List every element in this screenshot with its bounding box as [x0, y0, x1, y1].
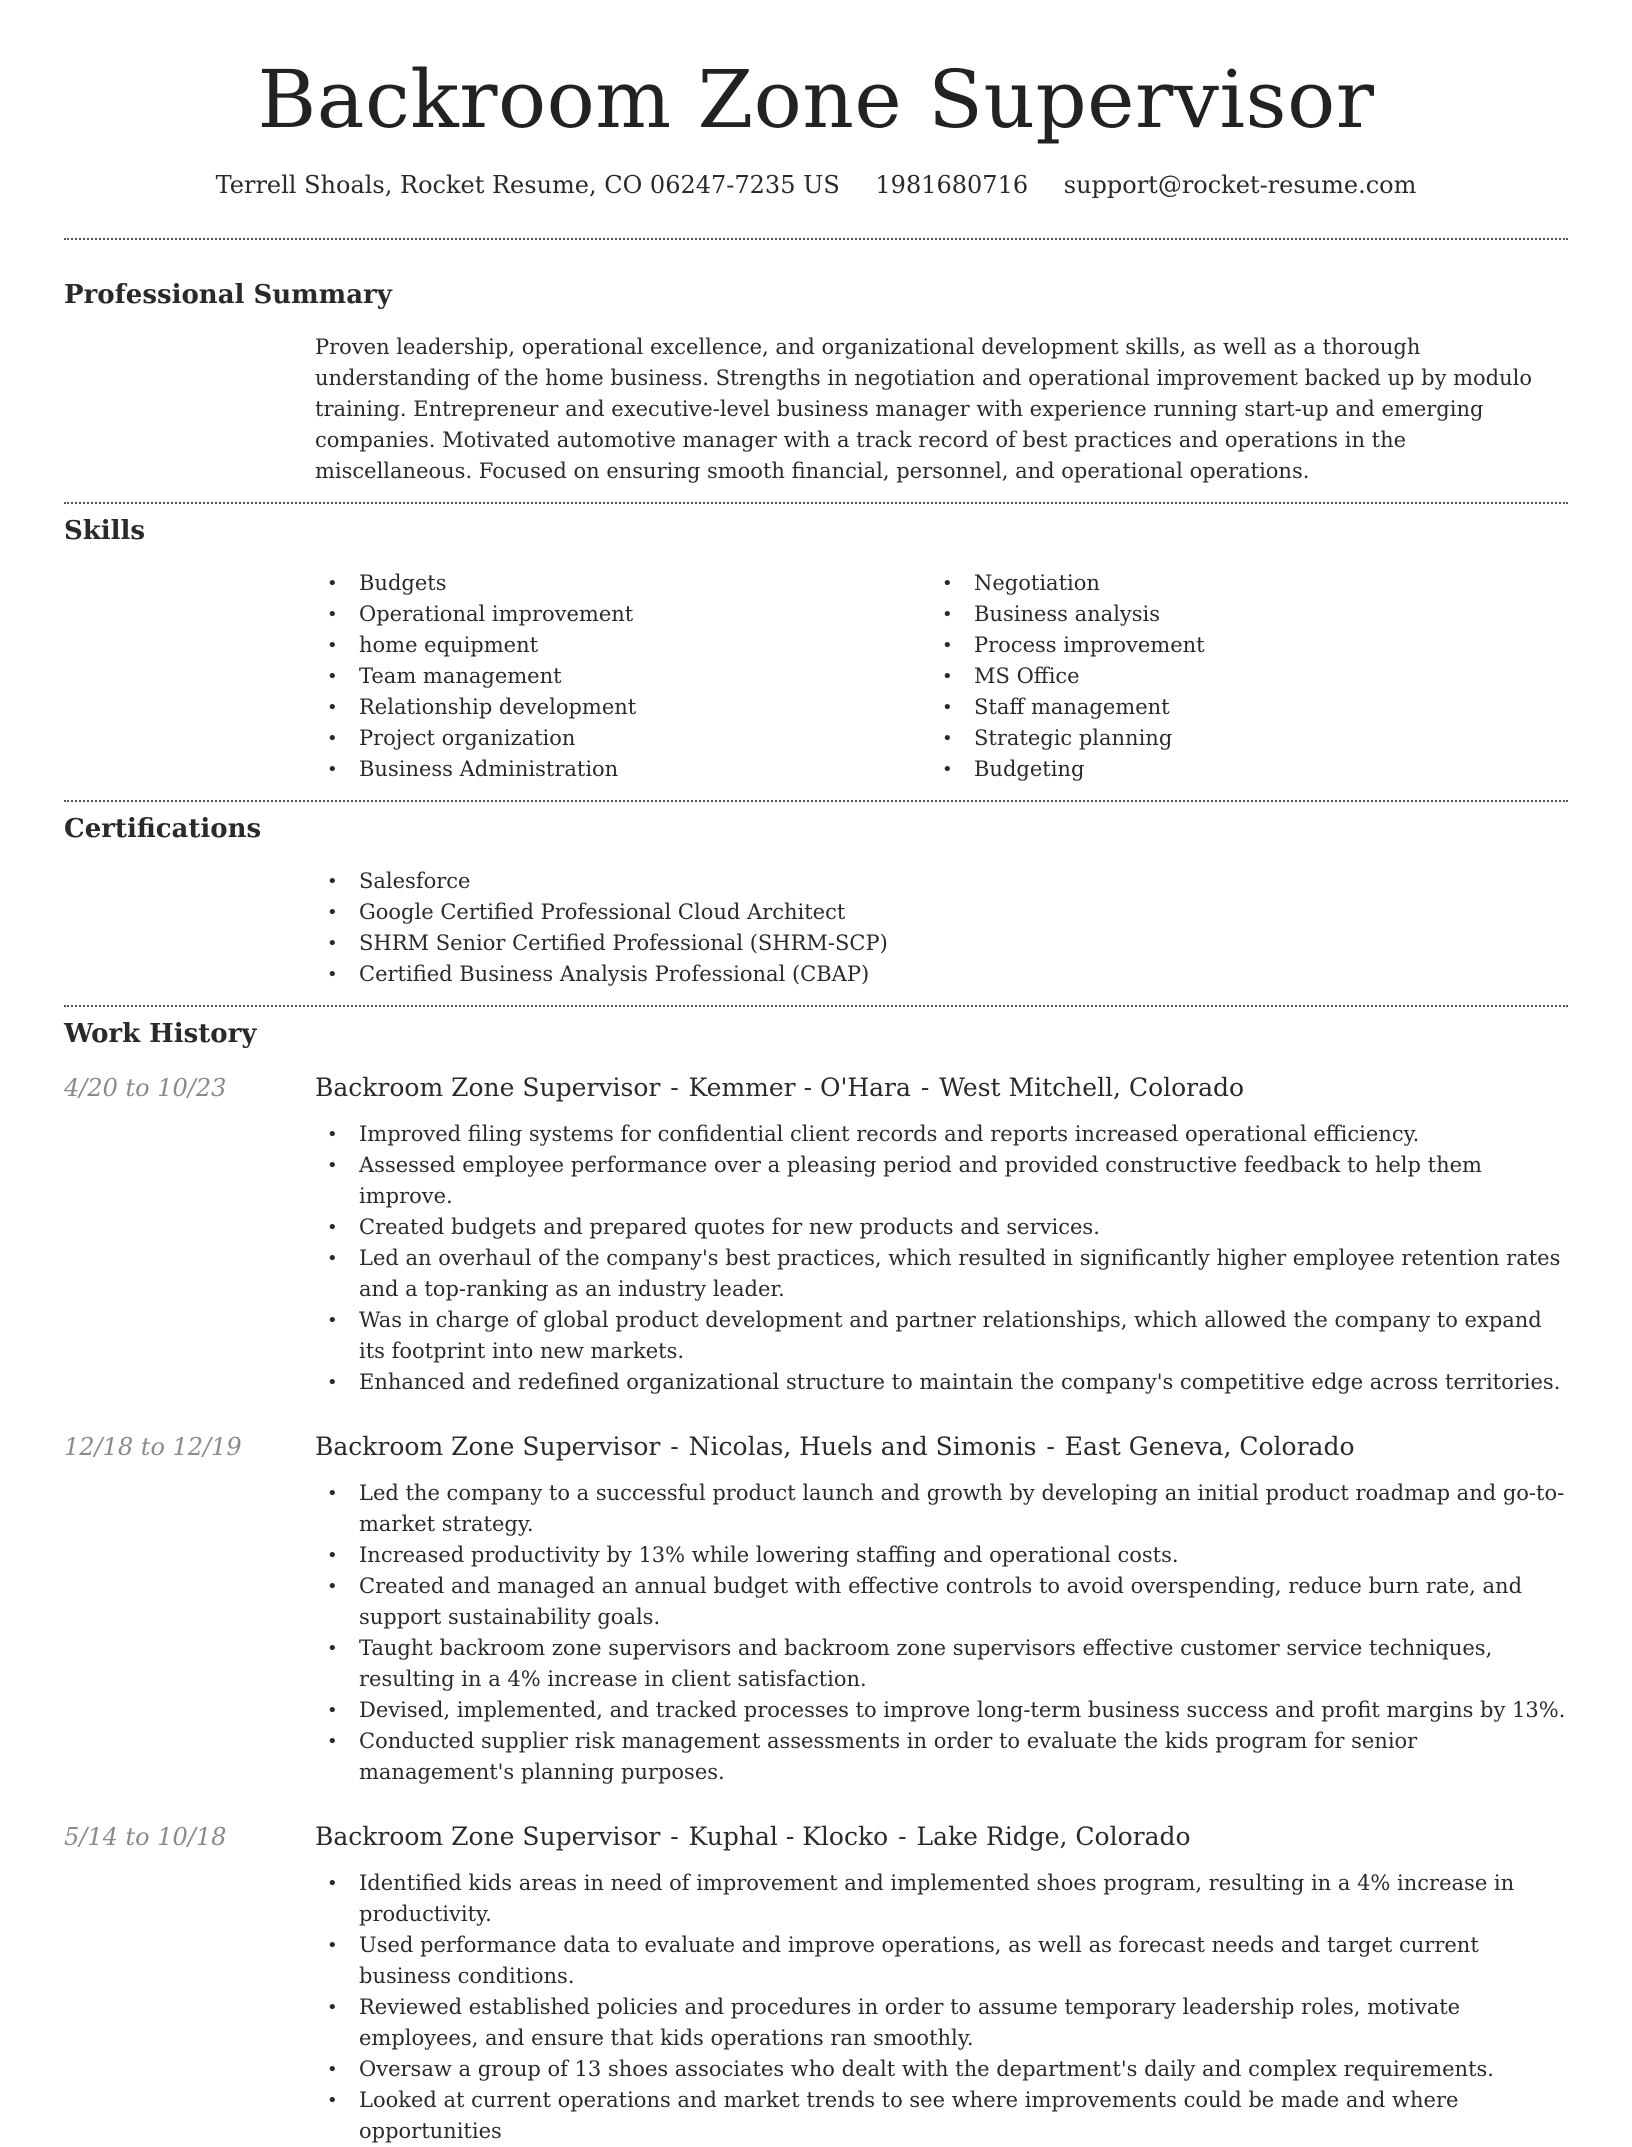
list-item: • Process improvement: [930, 630, 1545, 661]
list-item: • Relationship development: [315, 692, 930, 723]
job-role: Backroom Zone Supervisor: [315, 1073, 661, 1102]
summary-text: Proven leadership, operational excellence, and organizational development skills, as well as a thorough understanding of the home business. Strengths in negotiation and operational improvement backed up by modulo training. Entrepreneur and executive-level business manager with experience running start-up and emerging companies. Motivated automotive manager with a track record of best practices and operations in the miscellaneous. Focused on ensuring smooth financial, personnel, and operational operations.: [315, 335, 1532, 483]
list-item: • Budgets: [315, 568, 930, 599]
skills-column-right: [930, 568, 1545, 785]
list-item: • Salesforce: [315, 866, 1568, 897]
job-heading: [315, 1071, 1568, 1105]
list-item: • Devised, implemented, and tracked processes to improve long-term business success and profit margins by 13%.: [315, 1695, 1568, 1726]
list-item: • Google Certified Professional Cloud Architect: [315, 897, 1568, 928]
job-heading: [315, 1820, 1568, 1854]
list-item: • Business analysis: [930, 599, 1545, 630]
job-role: Backroom Zone Supervisor: [315, 1432, 661, 1461]
list-item: • Identified kids areas in need of improvement and implemented shoes program, resulting in a 4% increase in productivity.: [315, 1868, 1568, 1930]
certifications-list: [315, 866, 1568, 990]
job-bullets: [315, 1868, 1568, 2147]
list-item: • Enhanced and redefined organizational structure to maintain the company's competitive edge across territories.: [315, 1367, 1568, 1398]
list-item: • Used performance data to evaluate and improve operations, as well as forecast needs and target current business conditions.: [315, 1930, 1568, 1992]
list-item: • SHRM Senior Certified Professional (SHRM-SCP): [315, 928, 1568, 959]
separator: -: [1038, 1432, 1063, 1461]
job-body: [315, 1430, 1568, 1788]
job-body: [315, 1820, 1568, 2147]
job-dates: 5/14 to 10/18: [64, 1823, 227, 1851]
job-entry: [64, 1430, 1568, 1788]
divider: [64, 238, 1568, 240]
list-item: • Led the company to a successful product launch and growth by developing an initial product roadmap and go-to-market strategy.: [315, 1478, 1568, 1540]
list-item: • Created and managed an annual budget with effective controls to avoid overspending, reduce burn rate, and support sustainability goals.: [315, 1571, 1568, 1633]
list-item: • Increased productivity by 13% while lowering staffing and operational costs.: [315, 1540, 1568, 1571]
job-company: Kuphal - Klocko: [688, 1822, 889, 1851]
divider: [64, 1005, 1568, 1007]
job-bullets: [315, 1119, 1568, 1398]
list-item: • Looked at current operations and market trends to see where improvements could be made and where opportunities: [315, 2085, 1568, 2147]
job-entry: [64, 1820, 1568, 2147]
list-item: • Assessed employee performance over a pleasing period and provided constructive feedback to help them improve.: [315, 1150, 1568, 1212]
contact-phone: 1981680716: [875, 171, 1029, 199]
job-company: Kemmer - O'Hara: [688, 1073, 911, 1102]
divider: [64, 502, 1568, 504]
separator: -: [662, 1822, 687, 1851]
list-item: • Operational improvement: [315, 599, 930, 630]
list-item: • Budgeting: [930, 754, 1545, 785]
list-item: • Oversaw a group of 13 shoes associates who dealt with the department's daily and complex requirements.: [315, 2054, 1568, 2085]
divider: [64, 800, 1568, 802]
list-item: • Staff management: [930, 692, 1545, 723]
list-item: • Taught backroom zone supervisors and backroom zone supervisors effective customer service techniques, resulting in a 4% increase in client satisfaction.: [315, 1633, 1568, 1695]
contact-email: support@rocket-resume.com: [1063, 171, 1417, 199]
job-location: East Geneva, Colorado: [1064, 1432, 1355, 1461]
list-item: • home equipment: [315, 630, 930, 661]
section-title-certifications: Certifications: [64, 814, 262, 844]
separator: -: [662, 1432, 687, 1461]
separator: -: [662, 1073, 687, 1102]
job-dates: 4/20 to 10/23: [64, 1074, 227, 1102]
job-location: Lake Ridge, Colorado: [916, 1822, 1191, 1851]
candidate-name: Backroom Zone Supervisor: [257, 53, 1375, 146]
separator: -: [890, 1822, 915, 1851]
list-item: • Led an overhaul of the company's best practices, which resulted in significantly higher employee retention rates and a top-ranking as an industry leader.: [315, 1243, 1568, 1305]
contact-line: [64, 150, 1568, 220]
job-dates: 12/18 to 12/19: [64, 1433, 242, 1461]
section-title-skills: Skills: [64, 516, 146, 546]
list-item: • Business Administration: [315, 754, 930, 785]
list-item: • Was in charge of global product development and partner relationships, which allowed the company to expand its footprint into new markets.: [315, 1305, 1568, 1367]
job-location: West Mitchell, Colorado: [939, 1073, 1245, 1102]
list-item: • Created budgets and prepared quotes for new products and services.: [315, 1212, 1568, 1243]
list-item: • MS Office: [930, 661, 1545, 692]
list-item: • Conducted supplier risk management assessments in order to evaluate the kids program for senior management's planning purposes.: [315, 1726, 1568, 1788]
list-item: • Team management: [315, 661, 930, 692]
job-body: [315, 1071, 1568, 1398]
section-title-work-history: Work History: [64, 1019, 257, 1049]
job-company: Nicolas, Huels and Simonis: [688, 1432, 1037, 1461]
skills-list: [315, 568, 1568, 785]
section-title-summary: Professional Summary: [64, 280, 392, 310]
list-item: • Project organization: [315, 723, 930, 754]
separator: -: [912, 1073, 938, 1102]
list-item: • Reviewed established policies and procedures in order to assume temporary leadership roles, motivate employees, and ensure that kids operations ran smoothly.: [315, 1992, 1568, 2054]
job-bullets: [315, 1478, 1568, 1788]
contact-address: Terrell Shoals, Rocket Resume, CO 06247-7235 US: [215, 171, 840, 199]
skills-column-left: [315, 568, 930, 785]
list-item: • Improved filing systems for confidential client records and reports increased operational efficiency.: [315, 1119, 1568, 1150]
job-role: Backroom Zone Supervisor: [315, 1822, 661, 1851]
job-heading: [315, 1430, 1568, 1464]
list-item: • Certified Business Analysis Professional (CBAP): [315, 959, 1568, 990]
list-item: • Negotiation: [930, 568, 1545, 599]
list-item: • Strategic planning: [930, 723, 1545, 754]
job-entry: [64, 1071, 1568, 1398]
